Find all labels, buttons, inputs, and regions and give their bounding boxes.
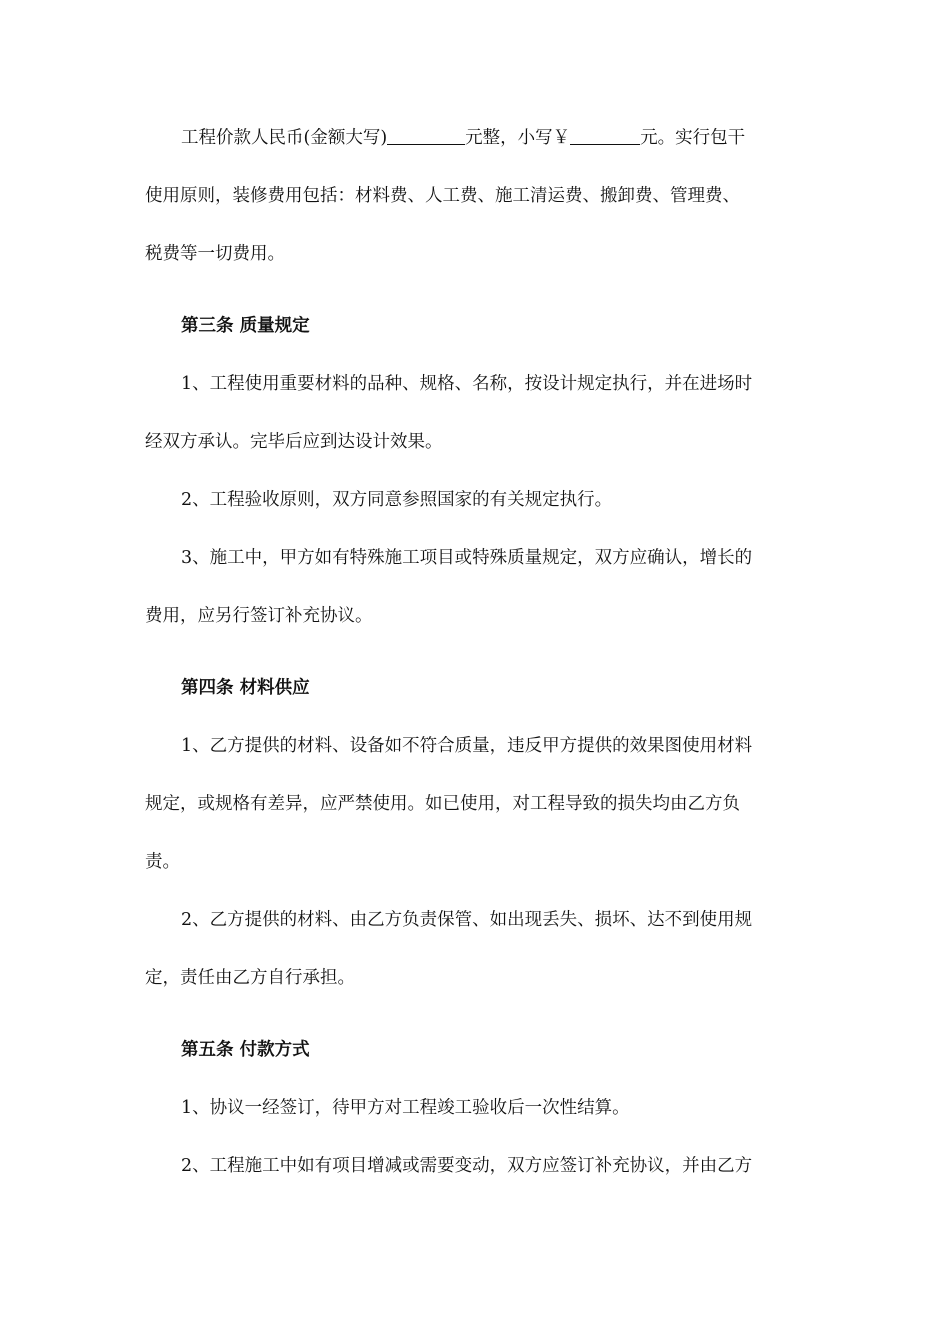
price-contract-text: 元。实行包干 [640,128,746,148]
article-3-item-2-line-1: 2、工程验收原则，双方同意参照国家的有关规定执行。 [181,490,613,510]
amount-words-blank[interactable] [387,126,465,145]
price-line-3: 税费等一切费用。 [145,244,285,264]
article-5-heading: 第五条 付款方式 [181,1040,310,1060]
article-3-item-3-line-1: 3、施工中，甲方如有特殊施工项目或特殊质量规定，双方应确认，增长的 [181,548,753,568]
article-4-item-2-line-2: 定，责任由乙方自行承担。 [145,968,355,988]
article-5-item-1-line-1: 1、协议一经签订，待甲方对工程竣工验收后一次性结算。 [181,1098,630,1118]
article-3-item-1-line-1: 1、工程使用重要材料的品种、规格、名称，按设计规定执行，并在进场时 [181,374,753,394]
price-line-2: 使用原则，装修费用包括：材料费、人工费、施工清运费、搬卸费、管理费、 [145,186,740,206]
article-3-item-3-line-2: 费用，应另行签订补充协议。 [145,606,373,626]
article-4-item-2-line-1: 2、乙方提供的材料、由乙方负责保管、如出现丢失、损坏、达不到使用规 [181,910,753,930]
price-unit-text: 元整，小写￥ [465,128,571,148]
price-line-1 [181,126,815,150]
article-3-item-1-line-2: 经双方承认。完毕后应到达设计效果。 [145,432,443,452]
amount-figures-blank[interactable] [570,126,640,145]
article-4-item-1-line-3: 责。 [145,852,180,872]
price-label: 工程价款人民币(金额大写) [181,128,388,148]
article-3-heading: 第三条 质量规定 [181,316,310,336]
article-4-heading: 第四条 材料供应 [181,678,310,698]
article-5-item-2-line-1: 2、工程施工中如有项目增减或需要变动，双方应签订补充协议，并由乙方 [181,1156,753,1176]
article-4-item-1-line-2: 规定，或规格有差异，应严禁使用。如已使用，对工程导致的损失均由乙方负 [145,794,740,814]
article-4-item-1-line-1: 1、乙方提供的材料、设备如不符合质量，违反甲方提供的效果图使用材料 [181,736,753,756]
